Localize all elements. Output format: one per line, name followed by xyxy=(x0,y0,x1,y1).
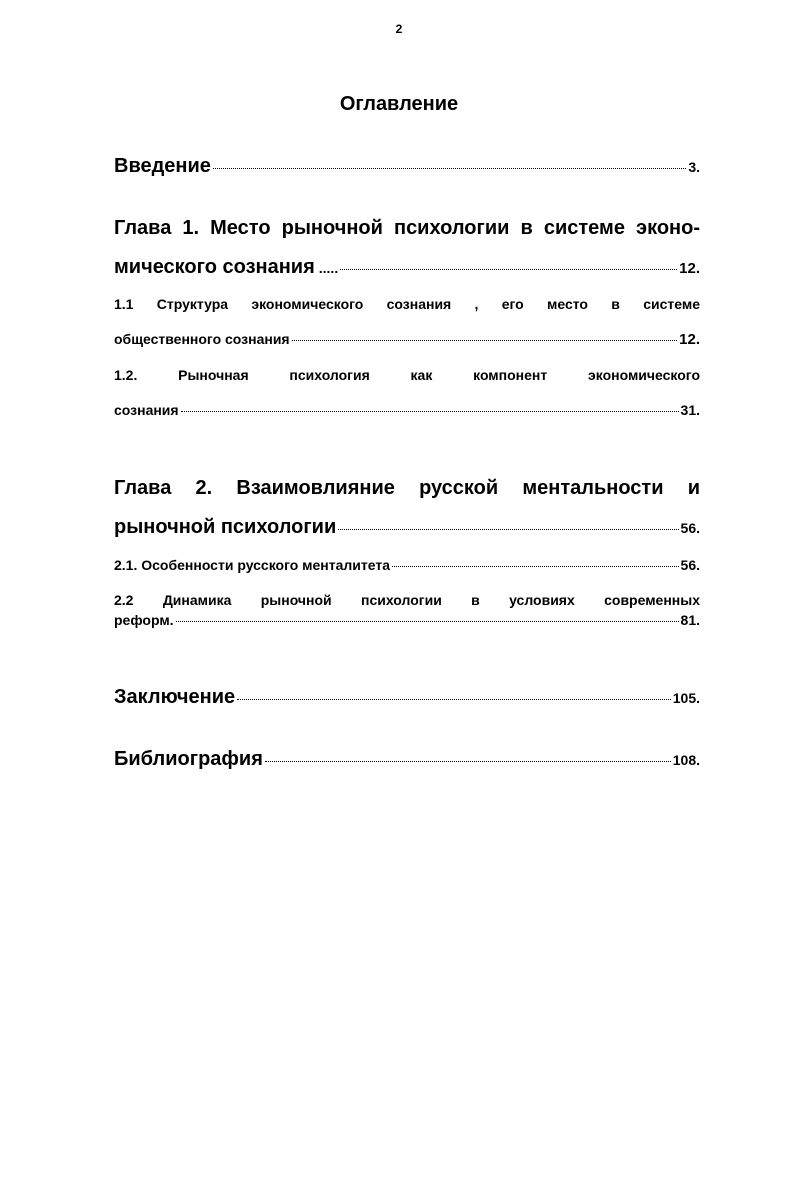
dot-leader xyxy=(340,269,677,270)
dot-leader xyxy=(213,168,686,169)
dots-gap: ..... xyxy=(318,260,339,276)
entry-label: сознания xyxy=(114,402,179,418)
entry-label: реформ. xyxy=(114,612,174,628)
dot-leader xyxy=(237,699,671,700)
entry-page: 108. xyxy=(672,752,700,768)
entry-label: мического сознания xyxy=(114,256,315,278)
toc-entry-chapter1[interactable] xyxy=(114,256,700,279)
entry-page: 56. xyxy=(680,520,700,536)
entry-label: 2.1. Особенности русского менталитета xyxy=(114,557,391,573)
toc-title: Оглавление xyxy=(339,93,459,115)
dot-leader xyxy=(338,529,678,530)
entry-page: 12. xyxy=(679,260,700,277)
entry-page: 81. xyxy=(680,612,700,628)
section-2-2-line1: 2.2 Динамика рыночной психологии в условиях современных xyxy=(114,592,700,608)
toc-entry-section-1-2[interactable] xyxy=(114,402,700,418)
dot-leader xyxy=(265,761,671,762)
entry-page: 31. xyxy=(680,402,700,418)
entry-page: 3. xyxy=(688,159,700,175)
entry-label: Библиография xyxy=(114,748,263,770)
page-number: 2 xyxy=(395,22,403,36)
toc-entry-conclusion[interactable] xyxy=(114,686,700,709)
entry-label: общественного сознания xyxy=(114,331,290,347)
entry-page: 56. xyxy=(680,557,700,573)
entry-label: рыночной психологии xyxy=(114,516,337,538)
section-1-2-line1: 1.2. Рыночная психология как компонент экономического xyxy=(114,367,700,383)
section-1-1-line1: 1.1 Структура экономического сознания , его место в системе xyxy=(114,296,700,312)
entry-page: 105. xyxy=(672,690,700,706)
toc-entry-introduction[interactable] xyxy=(114,155,700,178)
entry-label: Заключение xyxy=(114,686,236,708)
toc-entry-section-2-1[interactable] xyxy=(114,557,700,573)
dot-leader xyxy=(181,411,679,412)
entry-page: 12. xyxy=(679,331,700,348)
dot-leader xyxy=(392,566,679,567)
toc-entry-chapter2[interactable] xyxy=(114,516,700,539)
dot-leader xyxy=(176,621,679,622)
chapter1-title-line1: Глава 1. Место рыночной психологии в системе эконо- xyxy=(114,217,700,239)
chapter2-title-line1: Глава 2. Взаимовлияние русской ментальности и xyxy=(114,477,700,499)
toc-entry-section-1-1[interactable] xyxy=(114,331,700,348)
dot-leader xyxy=(292,340,678,341)
toc-entry-section-2-2[interactable] xyxy=(114,612,700,628)
toc-entry-bibliography[interactable] xyxy=(114,748,700,771)
entry-label: Введение xyxy=(114,155,211,177)
